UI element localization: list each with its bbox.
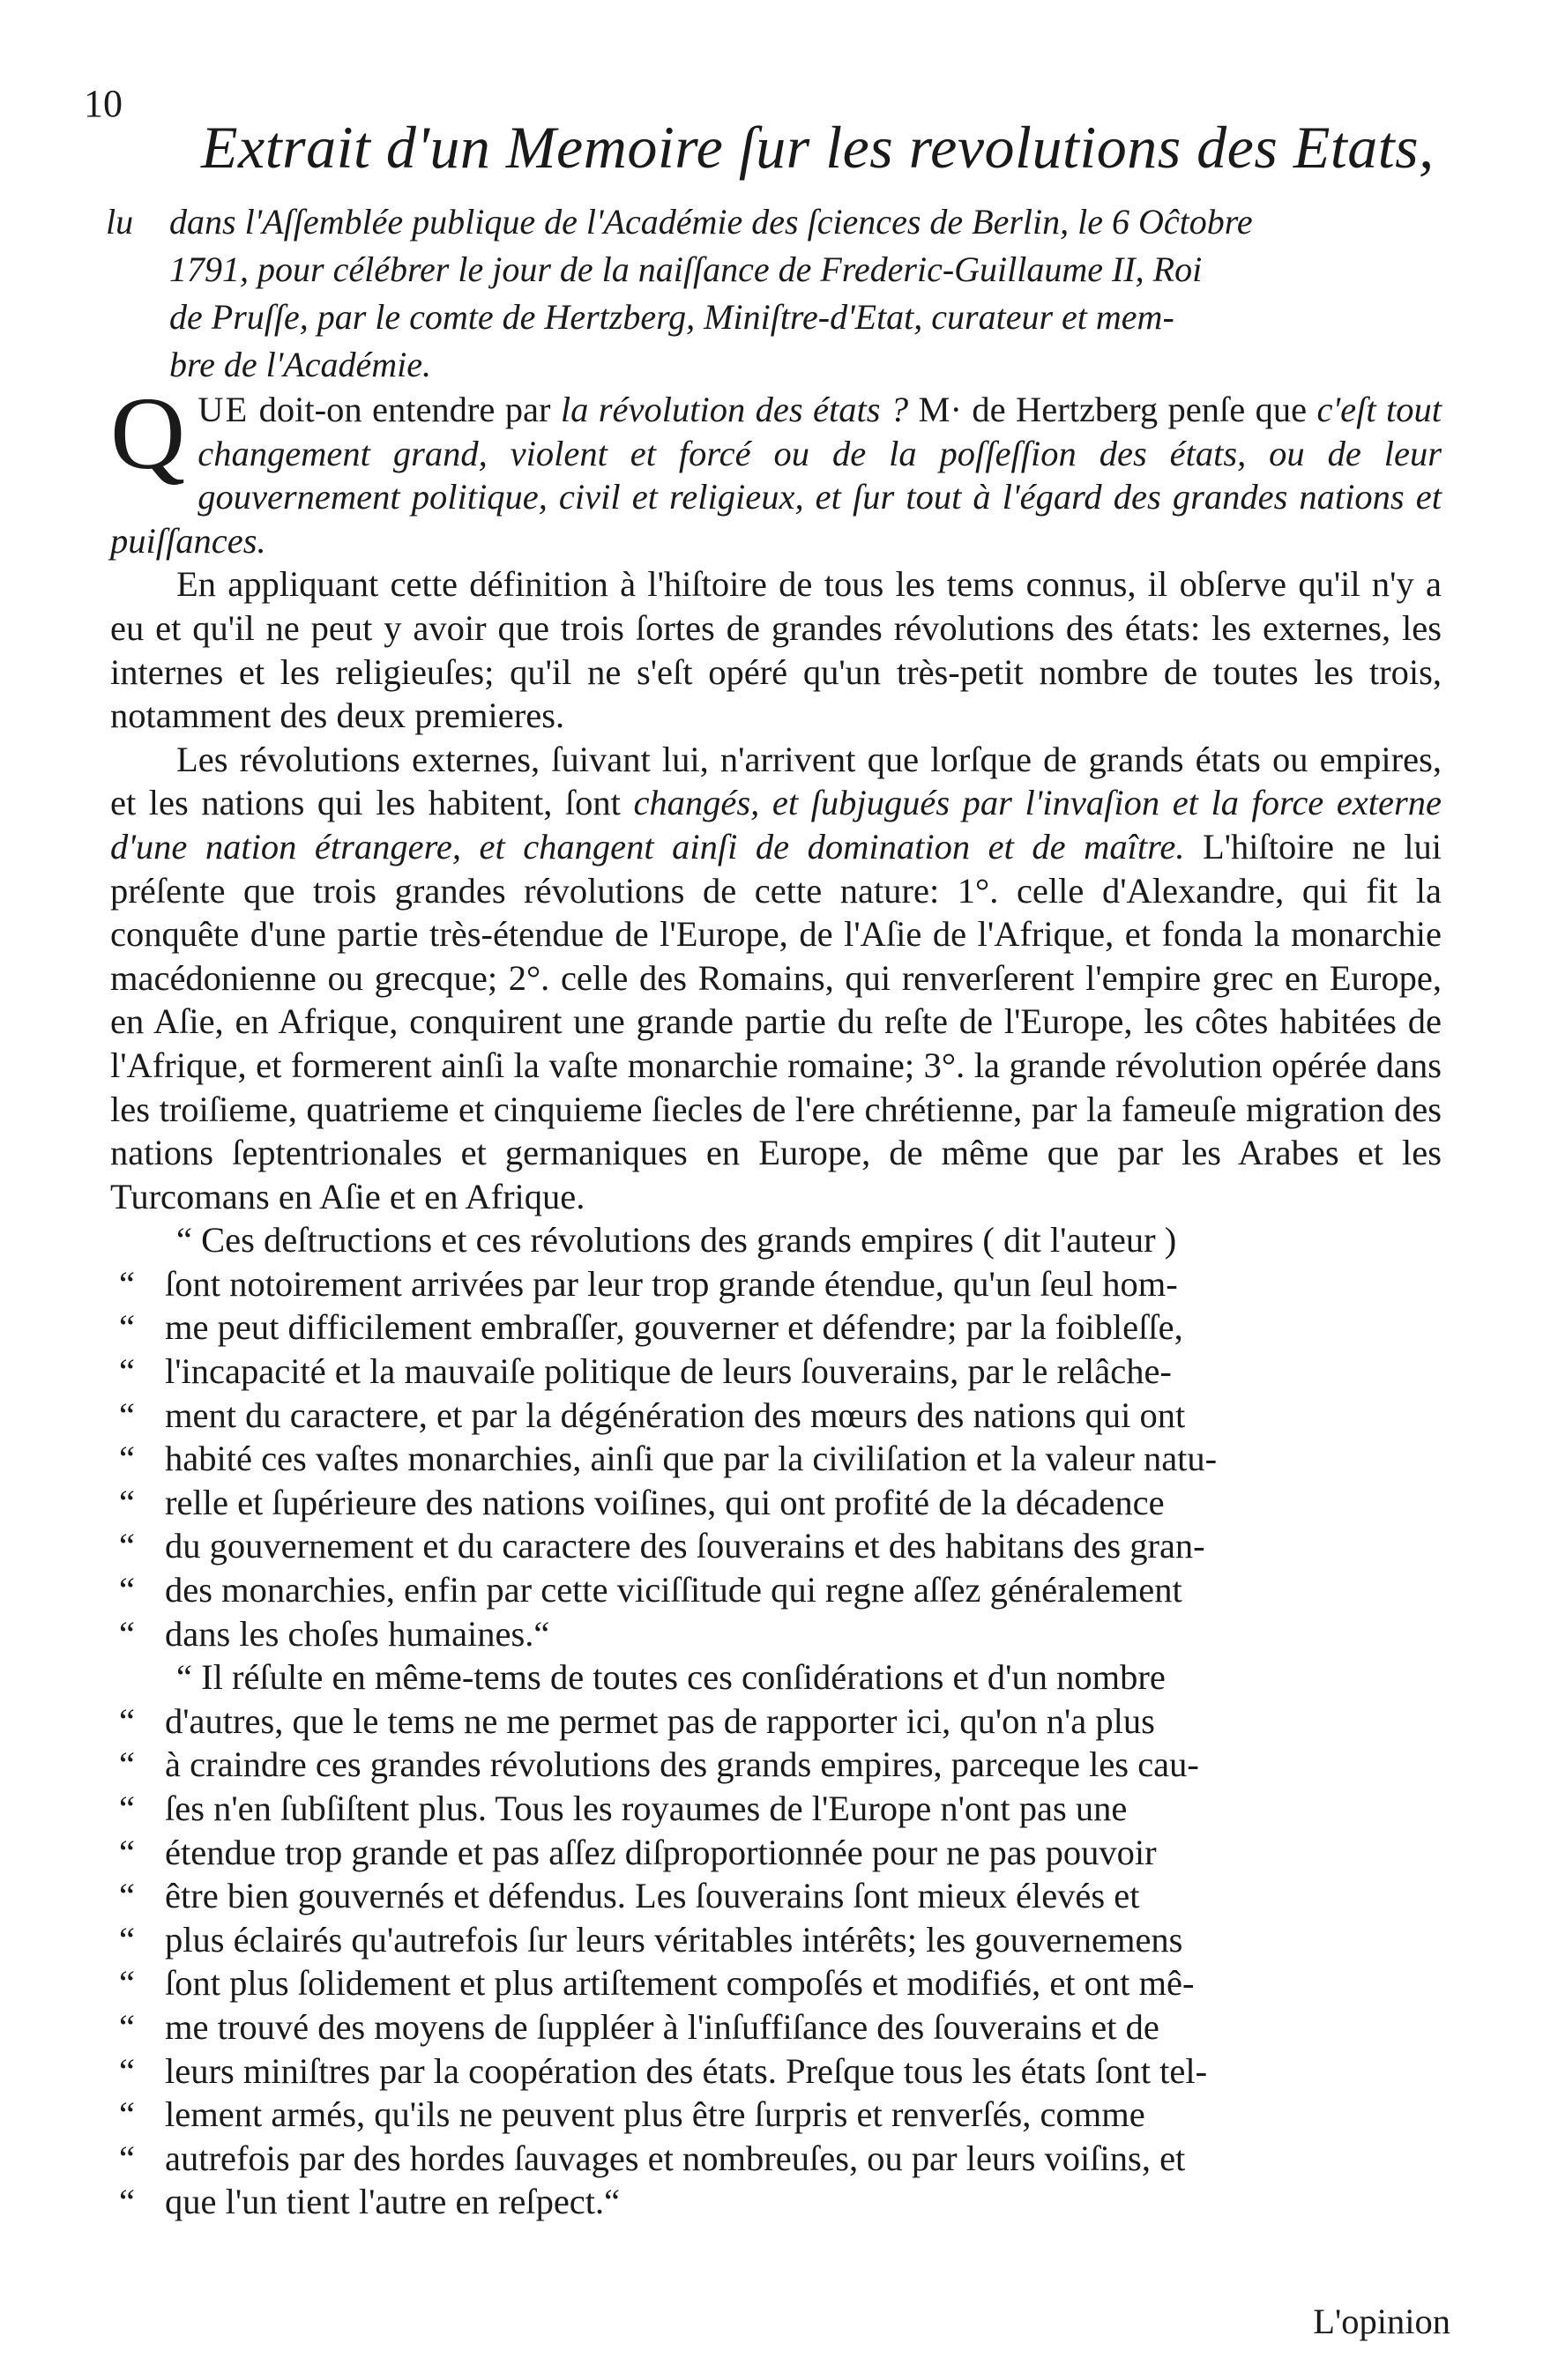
margin-quote-mark: “ — [119, 1744, 135, 1785]
margin-quote-mark: “ — [119, 1876, 135, 1916]
quotation-text: plus éclairés qu'autrefois ſur leurs véritables intérêts; les gouvernemens — [165, 1919, 1183, 1960]
quotation-text: “ Il réſulte en même-tems de toutes ces conſidérations et d'un nombre — [176, 1657, 1166, 1698]
quotation-text: du gouvernement et du caractere des ſouverains et des habitans des gran- — [165, 1526, 1205, 1566]
p3-italic-b: changés, et ſubjugués par l'invaſion et la force externe d'une nation étrangere, et changent ainſi de domination et de maître. — [110, 783, 1442, 866]
margin-quote-mark: “ — [119, 1832, 135, 1872]
quotation-line — [110, 1831, 1442, 1875]
p1-caps: UE — [198, 390, 250, 429]
margin-quote-mark: “ — [119, 1700, 135, 1741]
quotation-text: l'incapacité et la mauvaiſe politique de leurs ſouverains, par le relâche- — [165, 1351, 1172, 1392]
quotation-text: ment du caractere, et par la dégénération des mœurs des nations qui ont — [165, 1395, 1186, 1435]
quotation-text: leurs miniſtres par la coopération des états. Preſque tous les états ſont tel- — [165, 2050, 1208, 2091]
quotation-text: “ Ces deſtructions et ces révolutions des grands empires ( dit l'auteur ) — [176, 1220, 1177, 1261]
quotation-text: être bien gouvernés et défendus. Les ſouverains ſont mieux élevés et — [165, 1876, 1140, 1916]
page-number: 10 — [84, 82, 123, 125]
quotation-line — [110, 1437, 1442, 1481]
quotation-line — [110, 2049, 1442, 2094]
margin-quote-mark: “ — [119, 2138, 135, 2178]
paragraph-3 — [110, 738, 1442, 1219]
margin-quote-mark: “ — [119, 1789, 135, 1828]
quotation-text: à craindre ces grandes révolutions des grands empires, parceque les cau- — [165, 1744, 1199, 1785]
quotation-text: étendue trop grande et pas aſſez diſproportionnée pour ne pas pouvoir — [165, 1832, 1157, 1872]
margin-quote-mark: “ — [119, 1263, 135, 1304]
p1-text-b: doit-on entendre par — [249, 390, 561, 429]
margin-quote-mark: “ — [119, 1963, 135, 2004]
subtitle-line-4: bre de l'Académie. — [169, 345, 431, 384]
margin-quote-mark: “ — [119, 1351, 135, 1392]
catchword: L'opinion — [1313, 2302, 1450, 2341]
quotation-line — [110, 1218, 1442, 1262]
p1-italic-e: c'eſt tout changement grand, violent et forcé ou de la poſſeſſion des états, ou de leur gouvernement politique, civil et religieux, et ſur tout à l'égard des grandes nations et puiſſances. — [110, 390, 1442, 561]
margin-quote-mark: “ — [119, 1526, 135, 1566]
quotation-line — [110, 1481, 1442, 1525]
quotation-line — [110, 1350, 1442, 1394]
quotation-1 — [110, 1218, 1442, 1655]
quotation-text: d'autres, que le tems ne me permet pas de rapporter ici, qu'on n'a plus — [165, 1700, 1155, 1741]
quotation-line — [110, 2180, 1442, 2224]
subtitle-line-1 — [106, 198, 1446, 246]
quotation-text: dans les choſes humaines.“ — [165, 1613, 550, 1654]
subtitle-line-3: de Pruſſe, par le comte de Hertzberg, Miniſtre-d'Etat, curateur et mem- — [169, 297, 1174, 337]
quotation-line — [110, 1743, 1442, 1787]
quotation-2 — [110, 1655, 1442, 2224]
quotation-line — [110, 1874, 1442, 1918]
margin-quote-mark: “ — [119, 2182, 135, 2222]
quotation-text: me trouvé des moyens de ſuppléer à l'inſuffiſance des ſouverains et de — [165, 2006, 1159, 2047]
margin-quote-mark: “ — [119, 2050, 135, 2091]
article-body — [110, 376, 1442, 2224]
quotation-text: lement armés, qu'ils ne peuvent plus être ſurpris et renverſés, comme — [165, 2094, 1145, 2135]
article-title: Extrait d'un Memoire ſur les revolutions des Etats, — [201, 114, 1435, 181]
quotation-text: ſont notoirement arrivées par leur trop grande étendue, qu'un ſeul hom- — [165, 1263, 1178, 1304]
margin-quote-mark: “ — [119, 1395, 135, 1435]
subtitle-line-2: 1791, pour célébrer le jour de la naiſſance de Frederic-Guillaume II, Roi — [169, 249, 1203, 289]
quotation-line — [110, 1524, 1442, 1568]
quotation-line — [110, 1787, 1442, 1831]
quotation-text: relle et ſupérieure des nations voiſines, qui ont profité de la décadence — [165, 1482, 1165, 1522]
paragraph-2: En appliquant cette définition à l'hiſtoire de tous les tems connus, il obſerve qu'il n'y a eu et qu'il ne peut y avoir que trois ſortes de grandes révolutions des états: les externes, les internes et les religieuſes; qu'il ne s'eſt opéré qu'un très-petit nombre de toutes les trois, notamment des deux premieres. — [110, 564, 1442, 736]
quotation-line — [110, 1961, 1442, 2005]
article-subtitle — [106, 198, 1446, 389]
margin-quote-mark: “ — [119, 1919, 135, 1960]
margin-quote-mark: “ — [119, 1439, 135, 1479]
quotation-line — [110, 1699, 1442, 1744]
quotation-text: me peut difficilement embraſſer, gouverner et défendre; par la foibleſſe, — [165, 1307, 1183, 1348]
subtitle-text-1: dans l'Aſſemblée publique de l'Académie des ſciences de Berlin, le 6 Oĉtobre — [169, 202, 1253, 242]
quotation-text: autrefois par des hordes ſauvages et nombreuſes, ou par leurs voiſins, et — [165, 2138, 1186, 2178]
quotation-text: des monarchies, enfin par cette viciſſitude qui regne aſſez généralement — [165, 1570, 1182, 1610]
p3-text-c: L'hiſtoire ne lui préſente que trois grandes révolutions de cette nature: 1°. celle d'Alexandre, qui fit la conquête d'une partie très-étendue de l'Europe, de l'Aſie de l'Afrique, et fonda la monarchie macédonienne ou grecque; 2°. celle des Romains, qui renverſerent l'empire grec en Europe, en Aſie, en Afrique, conquirent une grande partie du reſte de l'Europe, les côtes habitées de l'Afrique, et formerent ainſi la vaſte monarchie romaine; 3°. la grande révolution opérée dans les troiſieme, quatrieme et cinquieme ſiecles de l'ere chrétienne, par la fameuſe migration des nations ſeptentrionales et germaniques en Europe, de même que par les Arabes et les Turcomans en Aſie et en Afrique. — [110, 826, 1442, 1216]
quotation-line — [110, 1262, 1442, 1306]
subtitle-lead: lu — [106, 202, 134, 242]
quotation-line — [110, 1655, 1442, 1699]
quotation-line — [110, 2005, 1442, 2049]
quotation-text: que l'un tient l'autre en reſpect.“ — [165, 2182, 621, 2222]
quotation-line — [110, 1394, 1442, 1438]
paragraph-1 — [110, 376, 1442, 562]
quotation-text: ſes n'en ſubſiſtent plus. Tous les royaumes de l'Europe n'ont pas une — [165, 1789, 1128, 1828]
quotation-line — [110, 1612, 1442, 1656]
margin-quote-mark: “ — [119, 1613, 135, 1654]
quotation-line — [110, 2137, 1442, 2181]
p3-text-a: Les révolutions externes, ſuivant lui, n'arrivent que lorſque de grands états ou empires, et les nations qui les habitent, ſont — [110, 739, 1442, 823]
margin-quote-mark: “ — [119, 2006, 135, 2047]
margin-quote-mark: “ — [119, 1482, 135, 1522]
quotation-line — [110, 2093, 1442, 2137]
p1-text-d: M· de Hertzberg penſe que — [908, 390, 1317, 429]
quotation-text: habité ces vaſtes monarchies, ainſi que par la civiliſation et la valeur natu- — [165, 1439, 1218, 1479]
quotation-line — [110, 1305, 1442, 1350]
margin-quote-mark: “ — [119, 1307, 135, 1348]
quotation-text: ſont plus ſolidement et plus artiſtement compoſés et modifiés, et ont mê- — [165, 1963, 1195, 2004]
quotation-line — [110, 1568, 1442, 1612]
p1-italic-c: la révolution des états ? — [560, 390, 909, 429]
margin-quote-mark: “ — [119, 2094, 135, 2135]
drop-cap: Q — [110, 376, 186, 491]
quotation-line — [110, 1918, 1442, 1962]
margin-quote-mark: “ — [119, 1570, 135, 1610]
